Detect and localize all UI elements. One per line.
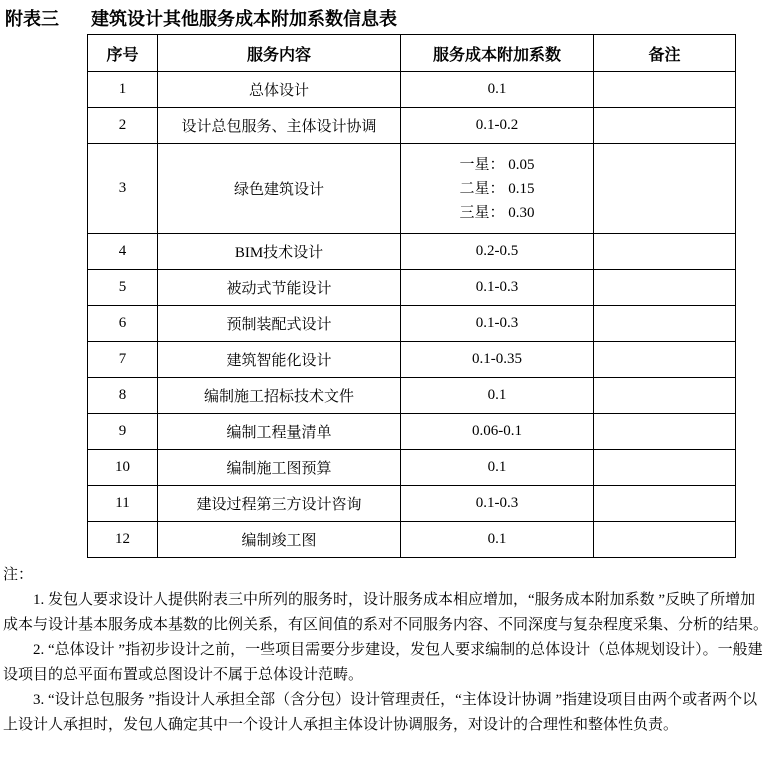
title-text: 建筑设计其他服务成本附加系数信息表 bbox=[91, 9, 397, 29]
table-header-row bbox=[88, 35, 736, 72]
table-body bbox=[88, 72, 736, 558]
service-name-cell: 被动式节能设计 bbox=[158, 270, 401, 306]
table-row bbox=[88, 414, 736, 450]
service-name-cell: 编制施工招标技术文件 bbox=[158, 378, 401, 414]
service-name-cell: 总体设计 bbox=[158, 72, 401, 108]
coefficient-cell: 0.06-0.1 bbox=[401, 414, 594, 450]
header-cost-coefficient: 服务成本附加系数 bbox=[401, 35, 594, 72]
service-name-cell: 编制工程量清单 bbox=[158, 414, 401, 450]
coefficient-cell: 0.1 bbox=[401, 378, 594, 414]
coefficient-table bbox=[87, 34, 736, 558]
table-row bbox=[88, 450, 736, 486]
table-row bbox=[88, 108, 736, 144]
coefficient-cell: 0.1-0.35 bbox=[401, 342, 594, 378]
remark-cell bbox=[594, 378, 736, 414]
row-number-cell: 12 bbox=[88, 522, 158, 558]
row-number-cell: 3 bbox=[88, 144, 158, 234]
remark-cell bbox=[594, 522, 736, 558]
coefficient-cell: 0.1-0.3 bbox=[401, 270, 594, 306]
coefficient-cell: 0.1 bbox=[401, 522, 594, 558]
table-row bbox=[88, 72, 736, 108]
remark-cell bbox=[594, 234, 736, 270]
service-name-cell: 绿色建筑设计 bbox=[158, 144, 401, 234]
table-row bbox=[88, 234, 736, 270]
appendix-label: 附表三 bbox=[5, 9, 59, 29]
remark-cell bbox=[594, 270, 736, 306]
table-row bbox=[88, 306, 736, 342]
row-number-cell: 11 bbox=[88, 486, 158, 522]
coefficient-lines: 一星： 0.05 二星： 0.15 三星： 0.30 bbox=[459, 156, 535, 221]
row-number-cell: 2 bbox=[88, 108, 158, 144]
notes-section bbox=[0, 563, 770, 738]
remark-cell bbox=[594, 342, 736, 378]
remark-cell bbox=[594, 450, 736, 486]
row-number-cell: 5 bbox=[88, 270, 158, 306]
header-remark: 备注 bbox=[594, 35, 736, 72]
row-number-cell: 4 bbox=[88, 234, 158, 270]
table-row bbox=[88, 378, 736, 414]
service-name-cell: 预制装配式设计 bbox=[158, 306, 401, 342]
coefficient-cell bbox=[401, 144, 594, 234]
notes-list bbox=[3, 588, 768, 738]
row-number-cell: 6 bbox=[88, 306, 158, 342]
row-number-cell: 9 bbox=[88, 414, 158, 450]
remark-cell bbox=[594, 72, 736, 108]
remark-cell bbox=[594, 306, 736, 342]
document-title bbox=[0, 7, 770, 31]
table-row bbox=[88, 342, 736, 378]
service-name-cell: 建筑智能化设计 bbox=[158, 342, 401, 378]
coefficient-cell: 0.1-0.2 bbox=[401, 108, 594, 144]
table-row bbox=[88, 270, 736, 306]
coefficient-cell: 0.1 bbox=[401, 72, 594, 108]
note-item: 1. 发包人要求设计人提供附表三中所列的服务时，设计服务成本相应增加，“服务成本附加系数 ”反映了所增加成本与设计基本服务成本基数的比例关系，有区间值的系对不同服务内容、不同深度与复杂程度采集、分析的结果。 bbox=[3, 592, 769, 633]
coefficient-cell: 0.1-0.3 bbox=[401, 306, 594, 342]
table-row bbox=[88, 486, 736, 522]
row-number-cell: 8 bbox=[88, 378, 158, 414]
remark-cell bbox=[594, 108, 736, 144]
remark-cell bbox=[594, 414, 736, 450]
service-name-cell: 编制施工图预算 bbox=[158, 450, 401, 486]
note-item: 3. “设计总包服务 ”指设计人承担全部（含分包）设计管理责任，“主体设计协调 ”指建设项目由两个或者两个以上设计人承担时，发包人确定其中一个设计人承担主体设计协调服务，对设计的合理性和整体性负责。 bbox=[3, 692, 758, 733]
header-service-content: 服务内容 bbox=[158, 35, 401, 72]
table-row bbox=[88, 144, 736, 234]
row-number-cell: 1 bbox=[88, 72, 158, 108]
notes-label: 注： bbox=[3, 567, 34, 583]
service-name-cell: 建设过程第三方设计咨询 bbox=[158, 486, 401, 522]
coefficient-cell: 0.2-0.5 bbox=[401, 234, 594, 270]
remark-cell bbox=[594, 486, 736, 522]
remark-cell bbox=[594, 144, 736, 234]
coefficient-cell: 0.1-0.3 bbox=[401, 486, 594, 522]
table-row bbox=[88, 522, 736, 558]
row-number-cell: 7 bbox=[88, 342, 158, 378]
service-name-cell: 设计总包服务、主体设计协调 bbox=[158, 108, 401, 144]
header-serial-number: 序号 bbox=[88, 35, 158, 72]
note-item: 2. “总体设计 ”指初步设计之前，一些项目需要分步建设，发包人要求编制的总体设计（总体规划设计）。一般建设项目的总平面布置或总图设计不属于总体设计范畴。 bbox=[3, 642, 763, 683]
service-name-cell: BIM技术设计 bbox=[158, 234, 401, 270]
coefficient-cell: 0.1 bbox=[401, 450, 594, 486]
row-number-cell: 10 bbox=[88, 450, 158, 486]
service-name-cell: 编制竣工图 bbox=[158, 522, 401, 558]
